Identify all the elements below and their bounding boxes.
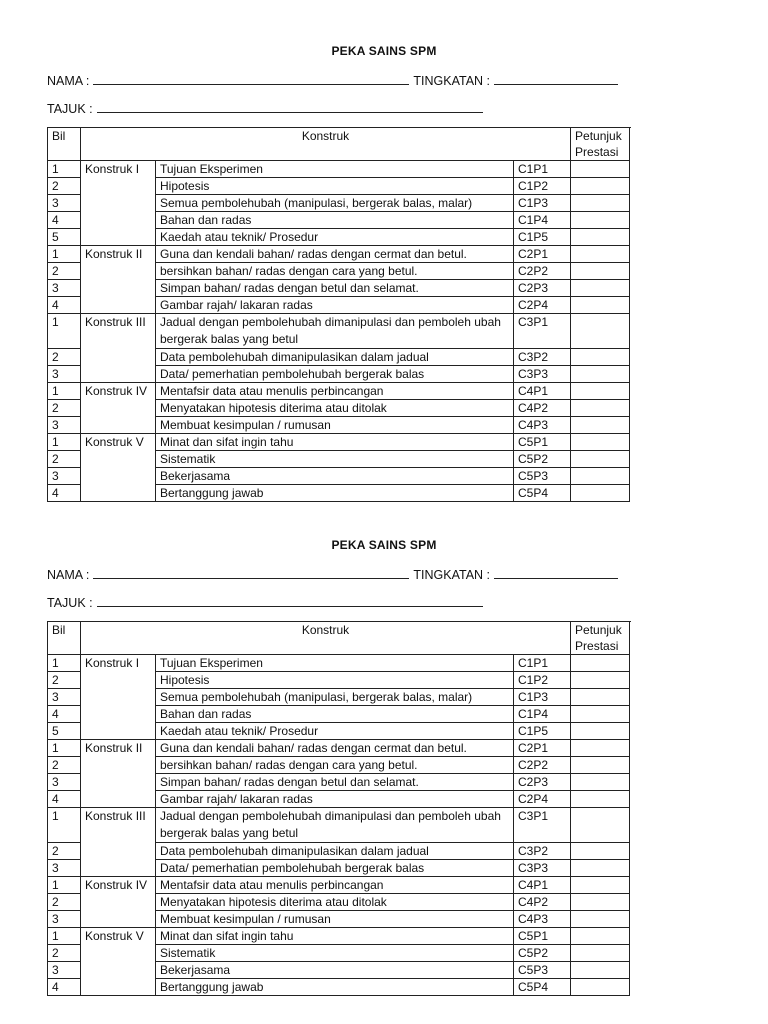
- konstruk-desc-cell: Bertanggung jawab: [156, 485, 514, 502]
- mark-cell[interactable]: [571, 689, 630, 706]
- header-konstruk: Konstruk: [81, 622, 571, 655]
- konstruk-group-cell: Konstruk V: [81, 434, 156, 502]
- petunjuk-code-cell: C4P3: [514, 911, 571, 928]
- konstruk-desc-cell: Mentafsir data atau menulis perbincangan: [156, 383, 514, 400]
- bil-cell: 2: [48, 945, 81, 962]
- tajuk-field[interactable]: [97, 101, 483, 113]
- bil-cell: 2: [48, 894, 81, 911]
- tingkatan-label: TINGKATAN :: [413, 74, 490, 88]
- petunjuk-code-cell: C4P2: [514, 894, 571, 911]
- konstruk-desc-cell: Membuat kesimpulan / rumusan: [156, 417, 514, 434]
- konstruk-desc-cell: Data pembolehubah dimanipulasikan dalam jadual: [156, 349, 514, 366]
- mark-cell[interactable]: [571, 962, 630, 979]
- mark-cell[interactable]: [571, 161, 630, 178]
- bil-cell: 1: [48, 314, 81, 349]
- konstruk-desc-cell: Tujuan Eksperimen: [156, 161, 514, 178]
- bil-cell: 2: [48, 451, 81, 468]
- konstruk-desc-cell: Kaedah atau teknik/ Prosedur: [156, 229, 514, 246]
- konstruk-table: [47, 127, 630, 502]
- konstruk-table: [47, 621, 630, 996]
- konstruk-desc-cell: Mentafsir data atau menulis perbincangan: [156, 877, 514, 894]
- bil-cell: 3: [48, 774, 81, 791]
- header-bil: Bil: [48, 128, 81, 161]
- konstruk-desc-cell: bersihkan bahan/ radas dengan cara yang betul.: [156, 757, 514, 774]
- konstruk-desc-cell: Semua pembolehubah (manipulasi, bergerak balas, malar): [156, 689, 514, 706]
- mark-cell[interactable]: [571, 843, 630, 860]
- petunjuk-code-cell: C4P1: [514, 383, 571, 400]
- konstruk-group-cell: Konstruk III: [81, 314, 156, 383]
- bil-cell: 3: [48, 195, 81, 212]
- mark-cell[interactable]: [571, 400, 630, 417]
- mark-cell[interactable]: [571, 383, 630, 400]
- konstruk-desc-cell: Guna dan kendali bahan/ radas dengan cermat dan betul.: [156, 740, 514, 757]
- petunjuk-code-cell: C1P2: [514, 178, 571, 195]
- konstruk-desc-cell: Sistematik: [156, 945, 514, 962]
- mark-cell[interactable]: [571, 894, 630, 911]
- konstruk-desc-cell: Simpan bahan/ radas dengan betul dan selamat.: [156, 774, 514, 791]
- petunjuk-code-cell: C3P3: [514, 860, 571, 877]
- bil-cell: 5: [48, 229, 81, 246]
- tajuk-label: TAJUK :: [47, 596, 93, 610]
- nama-line: [47, 567, 622, 582]
- petunjuk-code-cell: C1P3: [514, 195, 571, 212]
- konstruk-desc-cell: Membuat kesimpulan / rumusan: [156, 911, 514, 928]
- bil-cell: 4: [48, 485, 81, 502]
- konstruk-group-cell: Konstruk IV: [81, 383, 156, 434]
- petunjuk-code-cell: C1P5: [514, 723, 571, 740]
- konstruk-desc-cell: Data pembolehubah dimanipulasikan dalam jadual: [156, 843, 514, 860]
- petunjuk-code-cell: C3P2: [514, 843, 571, 860]
- bil-cell: 2: [48, 757, 81, 774]
- konstruk-desc-cell: Tujuan Eksperimen: [156, 655, 514, 672]
- tajuk-field[interactable]: [97, 595, 483, 607]
- konstruk-desc-cell: Gambar rajah/ lakaran radas: [156, 791, 514, 808]
- mark-cell[interactable]: [571, 791, 630, 808]
- mark-cell[interactable]: [571, 979, 630, 996]
- mark-cell[interactable]: [571, 877, 630, 894]
- mark-cell[interactable]: [571, 314, 630, 349]
- konstruk-desc-cell: Bekerjasama: [156, 468, 514, 485]
- konstruk-desc-cell: Hipotesis: [156, 672, 514, 689]
- mark-cell[interactable]: [571, 229, 630, 246]
- petunjuk-code-cell: C2P4: [514, 791, 571, 808]
- bil-cell: 3: [48, 468, 81, 485]
- petunjuk-code-cell: C5P1: [514, 434, 571, 451]
- mark-cell[interactable]: [571, 860, 630, 877]
- konstruk-group-cell: Konstruk II: [81, 740, 156, 808]
- mark-cell[interactable]: [571, 178, 630, 195]
- petunjuk-code-cell: C4P3: [514, 417, 571, 434]
- table-body: [48, 161, 630, 502]
- petunjuk-code-cell: C1P4: [514, 706, 571, 723]
- konstruk-desc-cell: Bekerjasama: [156, 962, 514, 979]
- konstruk-desc-cell: Bahan dan radas: [156, 212, 514, 229]
- petunjuk-code-cell: C4P1: [514, 877, 571, 894]
- mark-cell[interactable]: [571, 945, 630, 962]
- bil-cell: 3: [48, 417, 81, 434]
- petunjuk-code-cell: C5P3: [514, 962, 571, 979]
- konstruk-desc-cell: Data/ pemerhatian pembolehubah bergerak balas: [156, 860, 514, 877]
- petunjuk-code-cell: C5P2: [514, 451, 571, 468]
- mark-cell[interactable]: [571, 366, 630, 383]
- mark-cell[interactable]: [571, 808, 630, 843]
- nama-label: NAMA :: [47, 568, 90, 582]
- mark-cell[interactable]: [571, 485, 630, 502]
- konstruk-desc-cell: Jadual dengan pembolehubah dimanipulasi dan pemboleh ubah bergerak balas yang betul: [156, 808, 514, 843]
- petunjuk-code-cell: C5P1: [514, 928, 571, 945]
- table-row: [48, 314, 630, 349]
- table-row: [48, 161, 630, 178]
- bil-cell: 4: [48, 212, 81, 229]
- table-row: [48, 877, 630, 894]
- petunjuk-code-cell: C1P1: [514, 161, 571, 178]
- konstruk-desc-cell: bersihkan bahan/ radas dengan cara yang betul.: [156, 263, 514, 280]
- petunjuk-code-cell: C4P2: [514, 400, 571, 417]
- tajuk-label: TAJUK :: [47, 102, 93, 116]
- konstruk-desc-cell: Jadual dengan pembolehubah dimanipulasi dan pemboleh ubah bergerak balas yang betul: [156, 314, 514, 349]
- bil-cell: 1: [48, 246, 81, 263]
- petunjuk-code-cell: C2P1: [514, 246, 571, 263]
- petunjuk-code-cell: C5P2: [514, 945, 571, 962]
- table-row: [48, 740, 630, 757]
- bil-cell: 2: [48, 349, 81, 366]
- petunjuk-code-cell: C2P4: [514, 297, 571, 314]
- petunjuk-code-cell: C5P4: [514, 485, 571, 502]
- mark-cell[interactable]: [571, 655, 630, 672]
- petunjuk-code-cell: C3P2: [514, 349, 571, 366]
- bil-cell: 1: [48, 161, 81, 178]
- bil-cell: 2: [48, 672, 81, 689]
- bil-cell: 4: [48, 297, 81, 314]
- konstruk-desc-cell: Simpan bahan/ radas dengan betul dan selamat.: [156, 280, 514, 297]
- bil-cell: 2: [48, 178, 81, 195]
- bil-cell: 1: [48, 383, 81, 400]
- petunjuk-code-cell: C3P1: [514, 314, 571, 349]
- mark-cell[interactable]: [571, 740, 630, 757]
- mark-cell[interactable]: [571, 434, 630, 451]
- table-row: [48, 928, 630, 945]
- tajuk-line: [47, 101, 487, 116]
- tingkatan-field[interactable]: [494, 567, 618, 579]
- bil-cell: 3: [48, 860, 81, 877]
- bil-cell: 3: [48, 962, 81, 979]
- mark-cell[interactable]: [571, 911, 630, 928]
- table-row: [48, 655, 630, 672]
- bil-cell: 3: [48, 366, 81, 383]
- petunjuk-code-cell: C5P3: [514, 468, 571, 485]
- konstruk-desc-cell: Semua pembolehubah (manipulasi, bergerak balas, malar): [156, 195, 514, 212]
- table-row: [48, 808, 630, 843]
- konstruk-group-cell: Konstruk IV: [81, 877, 156, 928]
- mark-cell[interactable]: [571, 706, 630, 723]
- konstruk-group-cell: Konstruk V: [81, 928, 156, 996]
- bil-cell: 2: [48, 263, 81, 280]
- mark-cell[interactable]: [571, 757, 630, 774]
- petunjuk-code-cell: C2P3: [514, 280, 571, 297]
- mark-cell[interactable]: [571, 774, 630, 791]
- form-title: PEKA SAINS SPM: [331, 44, 437, 58]
- konstruk-group-cell: Konstruk I: [81, 161, 156, 246]
- mark-cell[interactable]: [571, 280, 630, 297]
- table-row: [48, 383, 630, 400]
- petunjuk-code-cell: C3P3: [514, 366, 571, 383]
- konstruk-group-cell: Konstruk II: [81, 246, 156, 314]
- konstruk-desc-cell: Guna dan kendali bahan/ radas dengan cermat dan betul.: [156, 246, 514, 263]
- bil-cell: 5: [48, 723, 81, 740]
- header-petunjuk: Petunjuk Prestasi: [571, 622, 630, 655]
- bil-cell: 4: [48, 979, 81, 996]
- petunjuk-code-cell: C1P1: [514, 655, 571, 672]
- bil-cell: 1: [48, 655, 81, 672]
- table-row: [48, 246, 630, 263]
- konstruk-desc-cell: Hipotesis: [156, 178, 514, 195]
- mark-cell[interactable]: [571, 451, 630, 468]
- bil-cell: 1: [48, 928, 81, 945]
- bil-cell: 1: [48, 740, 81, 757]
- bil-cell: 3: [48, 911, 81, 928]
- nama-label: NAMA :: [47, 74, 90, 88]
- bil-cell: 4: [48, 706, 81, 723]
- nama-line: [47, 73, 622, 88]
- bil-cell: 2: [48, 843, 81, 860]
- tingkatan-field[interactable]: [494, 73, 618, 85]
- konstruk-group-cell: Konstruk III: [81, 808, 156, 877]
- bil-cell: 1: [48, 808, 81, 843]
- mark-cell[interactable]: [571, 723, 630, 740]
- konstruk-group-cell: Konstruk I: [81, 655, 156, 740]
- konstruk-desc-cell: Menyatakan hipotesis diterima atau ditolak: [156, 400, 514, 417]
- mark-cell[interactable]: [571, 672, 630, 689]
- mark-cell[interactable]: [571, 417, 630, 434]
- bil-cell: 3: [48, 280, 81, 297]
- petunjuk-code-cell: C5P4: [514, 979, 571, 996]
- header-konstruk: Konstruk: [81, 128, 571, 161]
- tingkatan-label: TINGKATAN :: [413, 568, 490, 582]
- mark-cell[interactable]: [571, 468, 630, 485]
- mark-cell[interactable]: [571, 349, 630, 366]
- tajuk-line: [47, 595, 487, 610]
- konstruk-desc-cell: Minat dan sifat ingin tahu: [156, 434, 514, 451]
- petunjuk-code-cell: C1P3: [514, 689, 571, 706]
- petunjuk-code-cell: C1P4: [514, 212, 571, 229]
- mark-cell[interactable]: [571, 297, 630, 314]
- table-body: [48, 655, 630, 996]
- konstruk-desc-cell: Sistematik: [156, 451, 514, 468]
- mark-cell[interactable]: [571, 263, 630, 280]
- konstruk-desc-cell: Bertanggung jawab: [156, 979, 514, 996]
- mark-cell[interactable]: [571, 212, 630, 229]
- mark-cell[interactable]: [571, 246, 630, 263]
- petunjuk-code-cell: C1P5: [514, 229, 571, 246]
- petunjuk-code-cell: C2P3: [514, 774, 571, 791]
- petunjuk-code-cell: C2P2: [514, 263, 571, 280]
- bil-cell: 2: [48, 400, 81, 417]
- form-title: PEKA SAINS SPM: [331, 538, 437, 552]
- mark-cell[interactable]: [571, 928, 630, 945]
- petunjuk-code-cell: C3P1: [514, 808, 571, 843]
- header-bil: Bil: [48, 622, 81, 655]
- konstruk-desc-cell: Kaedah atau teknik/ Prosedur: [156, 723, 514, 740]
- bil-cell: 4: [48, 791, 81, 808]
- petunjuk-code-cell: C2P2: [514, 757, 571, 774]
- konstruk-desc-cell: Bahan dan radas: [156, 706, 514, 723]
- konstruk-desc-cell: Menyatakan hipotesis diterima atau ditolak: [156, 894, 514, 911]
- konstruk-desc-cell: Minat dan sifat ingin tahu: [156, 928, 514, 945]
- table-row: [48, 434, 630, 451]
- nama-field[interactable]: [93, 567, 409, 579]
- header-petunjuk: Petunjuk Prestasi: [571, 128, 630, 161]
- bil-cell: 1: [48, 434, 81, 451]
- nama-field[interactable]: [93, 73, 409, 85]
- mark-cell[interactable]: [571, 195, 630, 212]
- bil-cell: 3: [48, 689, 81, 706]
- bil-cell: 1: [48, 877, 81, 894]
- petunjuk-code-cell: C1P2: [514, 672, 571, 689]
- konstruk-desc-cell: Data/ pemerhatian pembolehubah bergerak balas: [156, 366, 514, 383]
- petunjuk-code-cell: C2P1: [514, 740, 571, 757]
- konstruk-desc-cell: Gambar rajah/ lakaran radas: [156, 297, 514, 314]
